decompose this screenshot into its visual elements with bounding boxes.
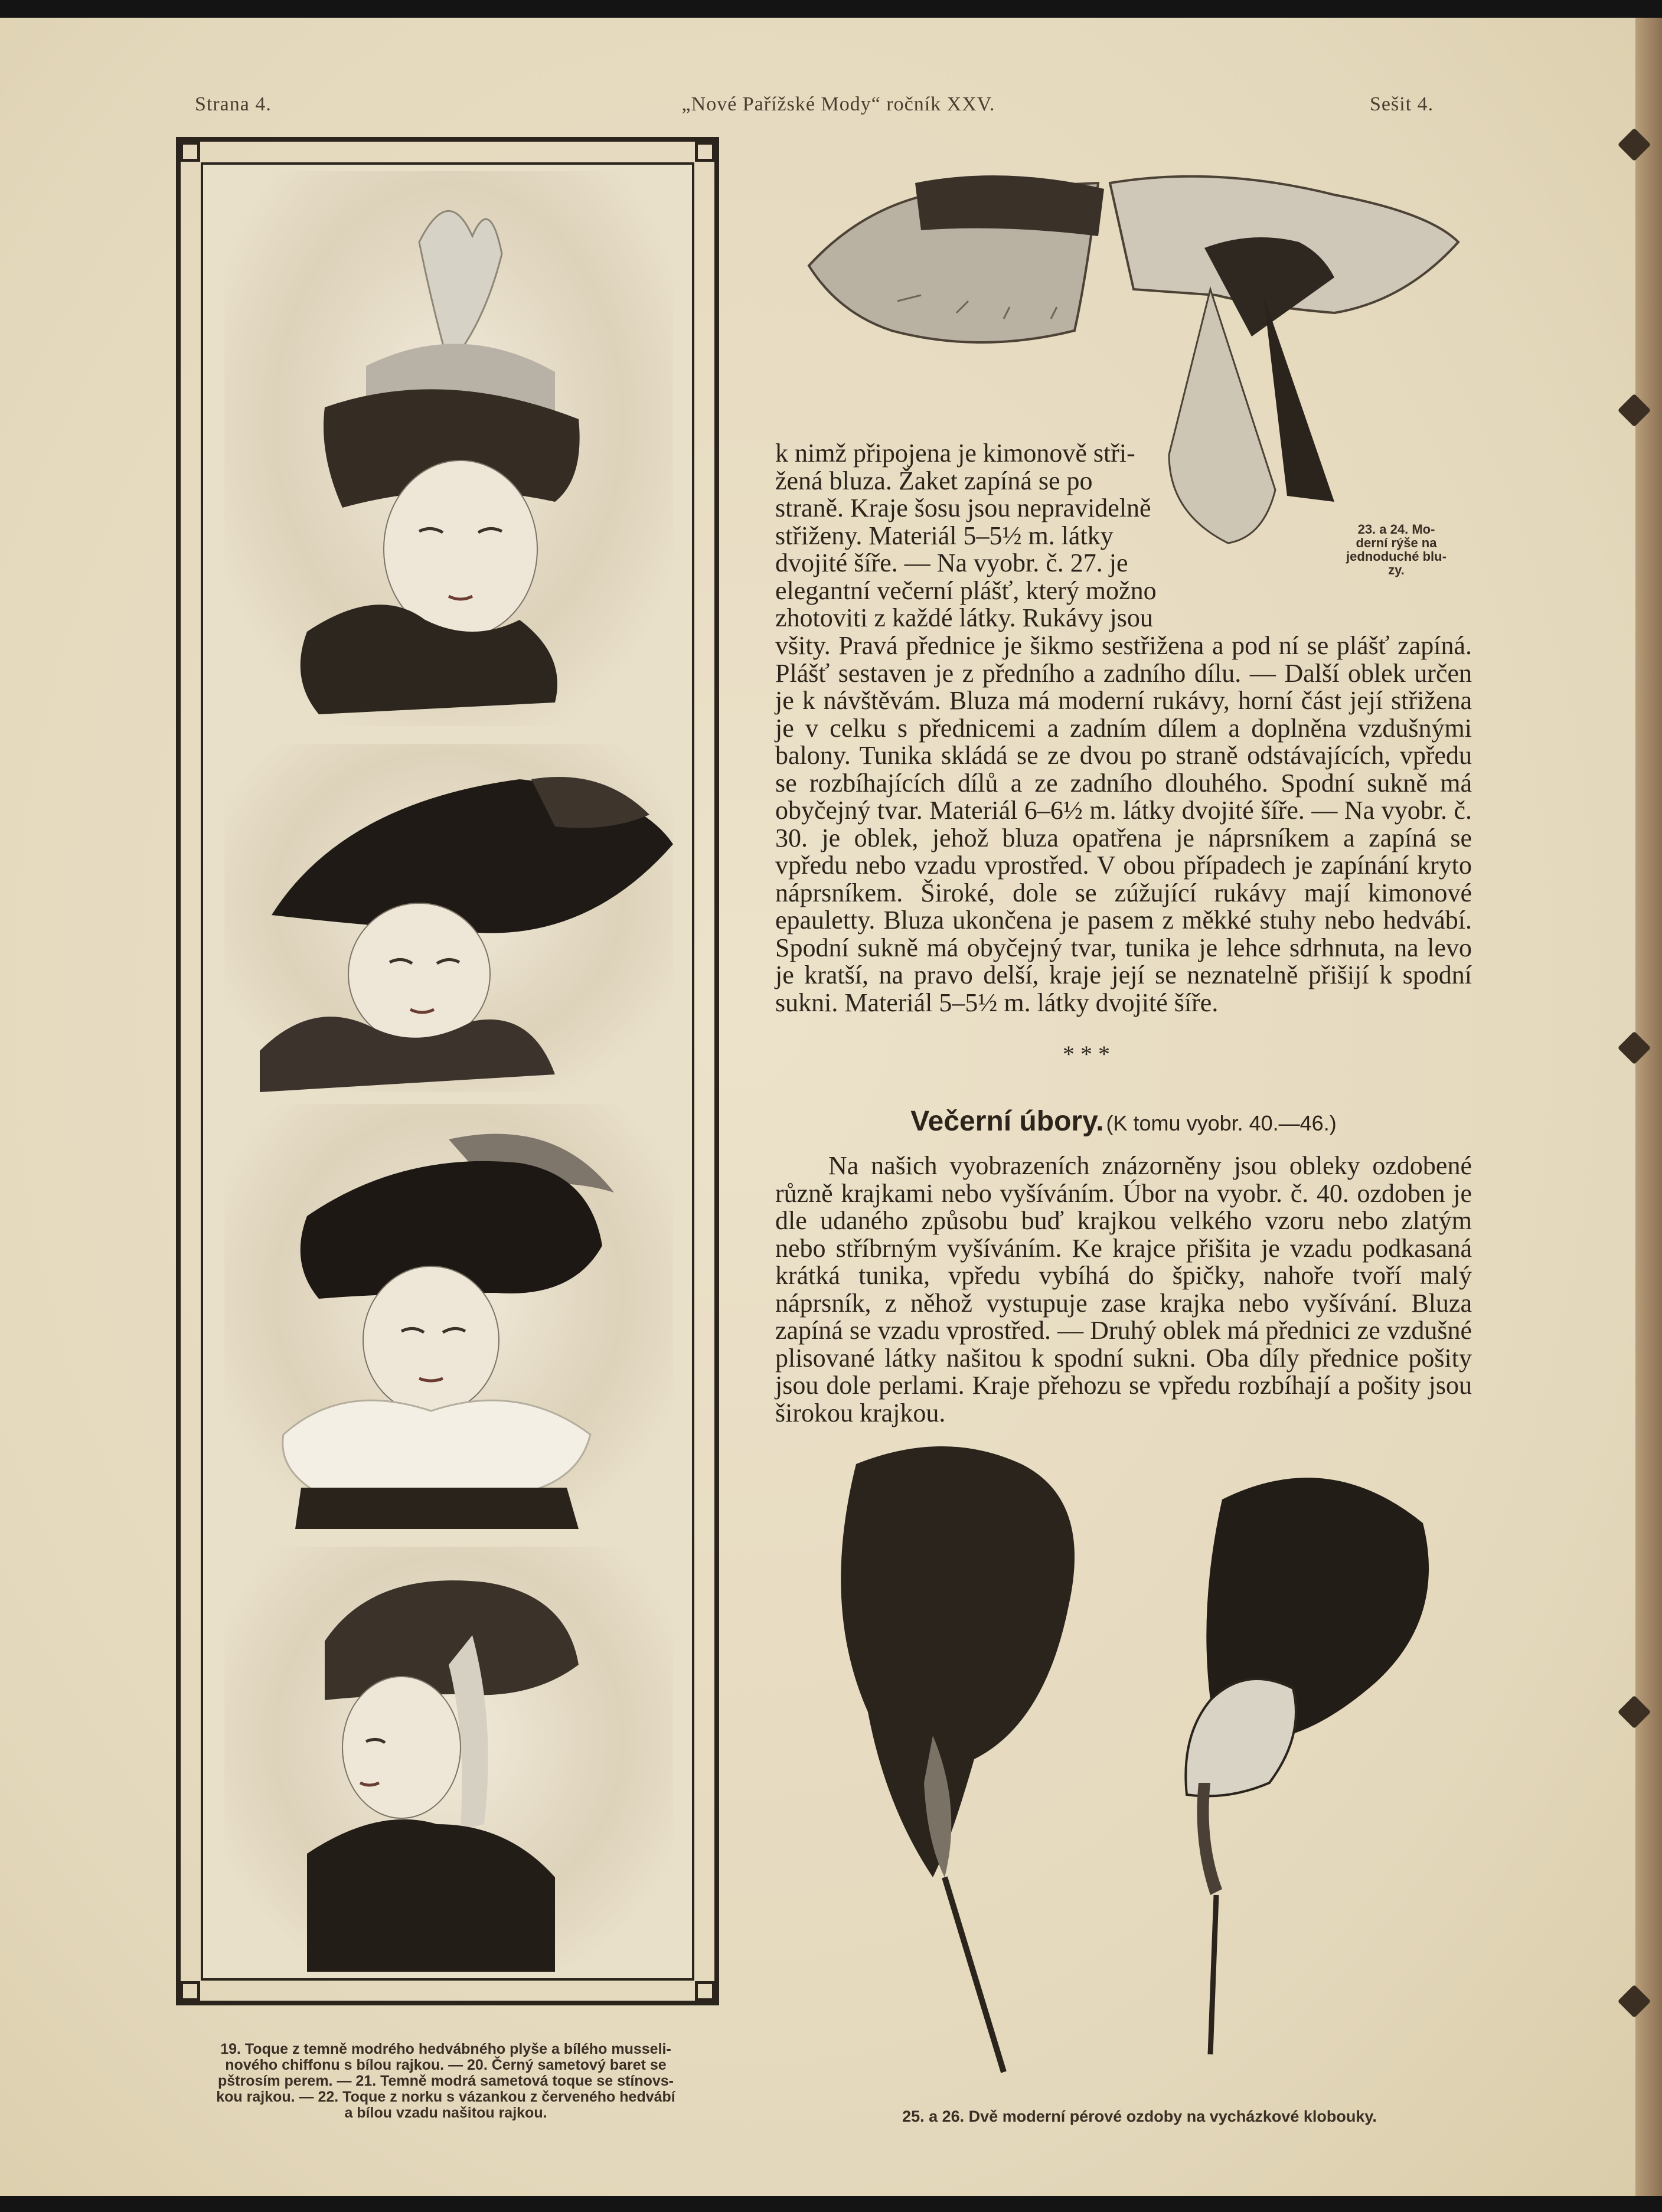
section-title: Večerní úbory. <box>910 1106 1104 1137</box>
journal-title: „Nové Pařížské Mody“ ročník XXV. <box>681 93 995 115</box>
section-separator: * * * <box>1063 1041 1110 1067</box>
caption-line: derní rýše na <box>1356 535 1437 550</box>
caption-line: zy. <box>1388 563 1405 577</box>
caption-line: 23. a 24. Mo- <box>1357 522 1435 537</box>
page-number: Strana 4. <box>195 93 272 115</box>
issue-number: Sešit 4. <box>1370 93 1434 115</box>
caption-line: nového chiffonu s bílou rajkou. — 20. Černý sametový baret se <box>225 2057 667 2073</box>
hat-portrait-toque-fur <box>224 171 673 726</box>
article-paragraph: všity. Pravá přednice je šikmo sestřižena a pod ní se plášť zapíná. Plášť sestaven je z předního a zadního dílu. — Další oblek určen je k návštěvám. Bluza má moderní rukávy, horní část její střižena je v celku s přednicemi a zadním dílem a doplněna vzdušnými balony. Tunika skládá se ze dvou po straně odstávajících, vpředu se rozbíhajících dílů a ze zadního dlouhého. Spodní sukně má obyčejný tvar. Materiál 6–6½ m. látky dvojité šíře. — Na vyobr. č. 30. je oblek, jehož bluza opatřena je náprsníkem a zapíná se vpředu nebo vzadu vprostřed. V obou případech je zapínání kryto náprsníkem. Široké, dole se zúžující rukávy mají kimonové epauletty. Bluza ukončena je pasem z měkké stuhy nebo hedvábí. Spodní sukně má obyčejný tvar, tunika je lehce sdrhnuta, na levo je kratší, na pravo delší, kraje její se neznatelně přišijí k spodní sukni. Materiál 5–5½ m. látky dvojité šíře. <box>775 631 1472 1017</box>
text-line: elegantní večerní plášť, který možno <box>775 576 1157 605</box>
hat-portrait-dark-toque <box>224 1104 673 1529</box>
caption-line: 19. Toque z temně modrého hedvábného plyše a bílého musseli- <box>220 2041 671 2057</box>
feathers-caption: 25. a 26. Dvě moderní pérové ozdoby na vycházkové klobouky. <box>902 2108 1377 2125</box>
hat-portrait-mink-toque <box>224 1547 673 1972</box>
text-line: zhotoviti z každé látky. Rukávy jsou <box>775 603 1153 632</box>
frame-corner-ornament <box>695 142 715 162</box>
section-paragraph: Na našich vyobrazeních znázorněny jsou obleky ozdobené různě krajkami nebo vyšíváním. Úbor na vyobr. č. 40. ozdoben je dle udaného způsobu buď krajkou velkého vzoru nebo zlatým nebo stříbrným vyšíváním. Ke krajce přišita je vzadu podkasaná krátká tunika, vpředu vybíhá do špičky, nahoře tvoří malý náprsník, z něhož vystupuje zase krajka nebo vyšívání. Bluza zapíná se vzadu vprostřed. — Druhý oblek má přednici ze vzdušné plisované látky našitou k spodní sukni. Oba díly přednice pošity jsou dole perlami. Kraje přehozu se vpředu rozbíhají a pošity jsou širokou krajkou. <box>775 1151 1472 1427</box>
frame-corner-ornament <box>180 1981 200 2001</box>
text-column-narrow <box>775 440 1183 632</box>
section-subtitle: (K tomu vyobr. 40.—46.) <box>1106 1111 1337 1135</box>
frame-corner-ornament <box>180 142 200 162</box>
hat-portrait-velvet-beret <box>224 744 673 1092</box>
section-heading <box>775 1105 1472 1138</box>
feather-ornaments-illustration <box>797 1429 1494 2078</box>
text-line: střiženy. Materiál 5–5½ m. látky <box>775 521 1114 550</box>
caption-line: kou rajkou. — 22. Toque z norku s vázankou z červeného hedvábí <box>216 2089 675 2105</box>
text-line: žená bluza. Žaket zapíná se po <box>775 466 1093 495</box>
caption-line: jednoduché blu- <box>1346 549 1447 564</box>
caption-line: a bílou vzadu našitou rajkou. <box>344 2105 547 2121</box>
collar-caption <box>1317 522 1476 577</box>
caption-line: pštrosím perem. — 21. Temně modrá sametová toque se stínovs- <box>218 2073 674 2089</box>
text-line: k nimž připojena je kimonově stři- <box>775 439 1135 468</box>
text-line: straně. Kraje šosu jsou nepravidelně <box>775 494 1151 522</box>
book-spine <box>1635 18 1662 2196</box>
frame-corner-ornament <box>695 1981 715 2001</box>
hat-caption <box>171 2041 720 2121</box>
text-line: dvojité šíře. — Na vyobr. č. 27. je <box>775 548 1128 577</box>
